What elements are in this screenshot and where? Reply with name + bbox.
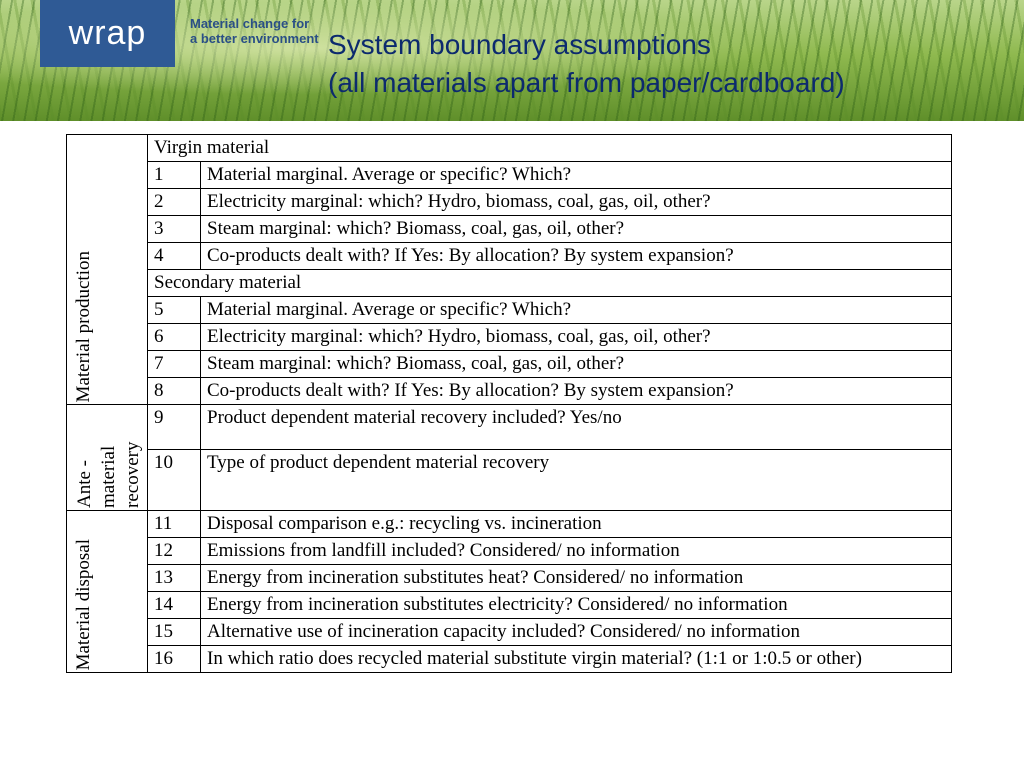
row-text: Electricity marginal: which? Hydro, biomass, coal, gas, oil, other? [201,189,952,216]
row-text: Material marginal. Average or specific? Which? [201,162,952,189]
section-header-recovery [67,405,148,511]
section-label: Ante - material recovery [74,441,143,508]
title-line-2: (all materials apart from paper/cardboard) [328,67,845,98]
row-number: 2 [148,189,201,216]
row-number: 6 [148,324,201,351]
row-text: Electricity marginal: which? Hydro, biomass, coal, gas, oil, other? [201,324,952,351]
row-text: Steam marginal: which? Biomass, coal, gas, oil, other? [201,216,952,243]
table-row [67,270,952,297]
section-header-production [67,135,148,405]
tagline-line-2: a better environment [190,31,319,46]
table-row [67,405,952,450]
title-line-1: System boundary assumptions [328,29,711,60]
table-row [67,592,952,619]
assumptions-table [66,134,952,673]
row-number: 7 [148,351,201,378]
row-number: 11 [148,511,201,538]
header-banner [0,0,1024,121]
table-row [67,189,952,216]
row-text: Material marginal. Average or specific? Which? [201,297,952,324]
table-row [67,619,952,646]
table-row [67,216,952,243]
logo-text: wrap [68,14,147,52]
row-text: Product dependent material recovery included? Yes/no [201,405,952,450]
table-row [67,297,952,324]
row-text: Co-products dealt with? If Yes: By allocation? By system expansion? [201,378,952,405]
subhead-virgin: Virgin material [148,135,952,162]
table-row [67,538,952,565]
row-number: 15 [148,619,201,646]
row-number: 10 [148,450,201,511]
table-row [67,511,952,538]
table-row [67,565,952,592]
row-number: 9 [148,405,201,450]
row-text: Energy from incineration substitutes electricity? Considered/ no information [201,592,952,619]
slide-title [328,26,845,102]
table-row [67,450,952,511]
row-text: In which ratio does recycled material substitute virgin material? (1:1 or 1:0.5 or other) [201,646,952,673]
table-row [67,162,952,189]
wrap-logo [40,0,175,67]
row-number: 3 [148,216,201,243]
row-number: 1 [148,162,201,189]
row-number: 12 [148,538,201,565]
row-number: 14 [148,592,201,619]
table-row [67,351,952,378]
row-text: Alternative use of incineration capacity included? Considered/ no information [201,619,952,646]
row-number: 4 [148,243,201,270]
row-text: Co-products dealt with? If Yes: By allocation? By system expansion? [201,243,952,270]
row-text: Steam marginal: which? Biomass, coal, gas, oil, other? [201,351,952,378]
row-text: Energy from incineration substitutes heat? Considered/ no information [201,565,952,592]
table-row [67,135,952,162]
section-label: Material production [73,250,94,402]
section-label: Material disposal [73,538,94,670]
table-row [67,243,952,270]
row-number: 8 [148,378,201,405]
row-number: 13 [148,565,201,592]
row-number: 16 [148,646,201,673]
subhead-secondary: Secondary material [148,270,952,297]
row-number: 5 [148,297,201,324]
tagline [190,16,319,46]
table-row [67,378,952,405]
table-row [67,646,952,673]
row-text: Type of product dependent material recovery [201,450,952,511]
tagline-line-1: Material change for [190,16,310,31]
row-text: Emissions from landfill included? Considered/ no information [201,538,952,565]
section-header-disposal [67,511,148,673]
row-text: Disposal comparison e.g.: recycling vs. incineration [201,511,952,538]
table-row [67,324,952,351]
